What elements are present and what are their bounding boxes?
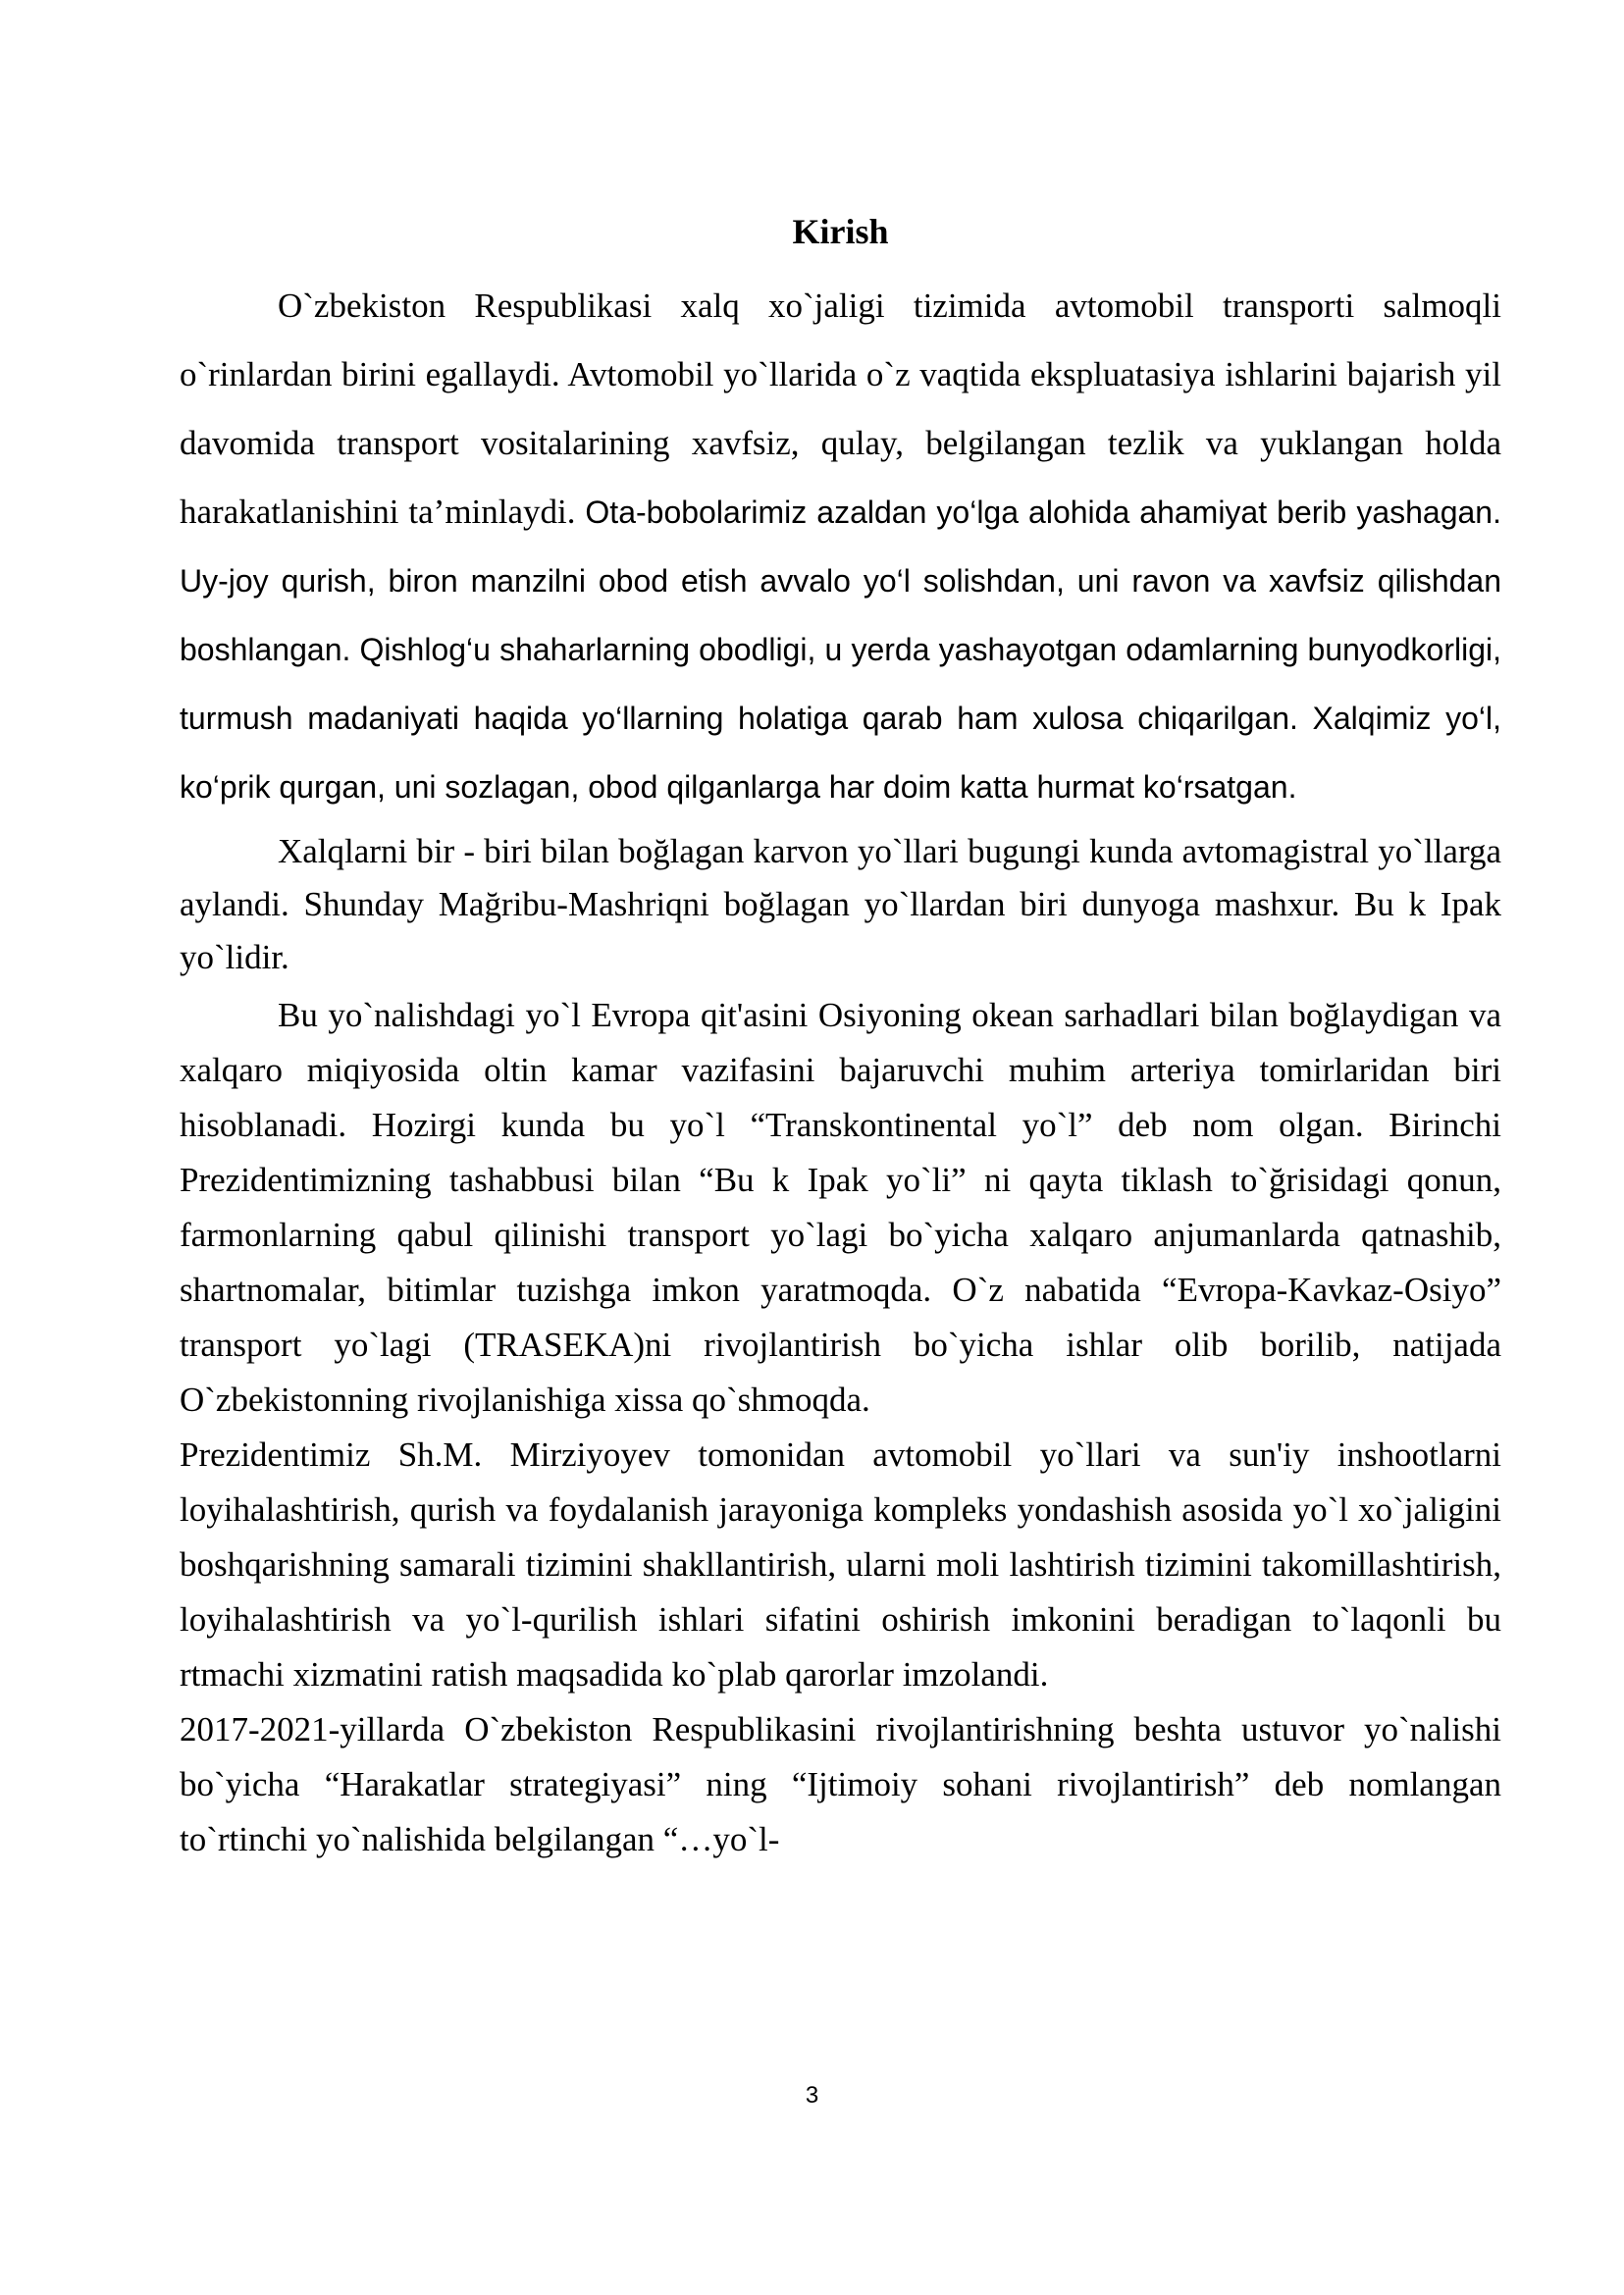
paragraph-1-serif-text: O`zbekiston Respublikasi xalq xo`jaligi tizimida avtomobil transporti salmoqli o`rinlardan birini egallaydi. Avtomobil yo`llarida o`z vaqtida ekspluatasiya ishlarini bajarish yil davomida transport vositalarining xavfsiz, qulay, belgilangan tezlik va yuklangan holda harakatlanishini ta’minlaydi.: [180, 287, 1501, 531]
paragraph-1: [180, 272, 1501, 821]
paragraph-2: Xalqlarni bir - biri bilan boğlagan karvon yo`llari bugungi kunda avtomagistral yo`llarga aylandi. Shunday Mağribu-Mashriqni boğlagan yo`llardan biri dunyoga mashxur. Bu k Ipak yo`lidir.: [180, 832, 1501, 976]
section-title: Kirish: [792, 212, 889, 251]
document-body: [180, 201, 1501, 1867]
paragraph-4: Prezidentimiz Sh.M. Mirziyoyev tomonidan avtomobil yo`llari va sun'iy inshootlarni loyihalashtirish, qurish va foydalanish jarayoniga kompleks yondashish asosida yo`l xo`jaligini boshqarishning samarali tizimini shakllantirish, ularni moli lashtirish tizimini takomillashtirish, loyihalashtirish va yo`l-qurilish ishlari sifatini oshirish imkonini beradigan to`laqonli bu rtmachi xizmatini ratish maqsadida ko`plab qarorlar imzolandi.: [180, 1435, 1501, 1694]
paragraph-1-sans-text: Ota-bobolarimiz azaldan yo‘lga alohida ahamiyat berib yashagan. Uy-joy qurish, biron manzilni obod etish avvalo yo‘l solishdan, uni ravon va xavfsiz qilishdan boshlangan. Qishlog‘u shaharlarning obodligi, u yerda yashayotgan odamlarning bunyodkorligi, turmush madaniyati haqida yo‘llarning holatiga qarab ham xulosa chiqarilgan. Xalqimiz yo‘l, ko‘prik qurgan, uni sozlagan, obod qilganlarga har doim katta hurmat ko‘rsatgan.: [180, 495, 1501, 805]
paragraph-3: Bu yo`nalishdagi yo`l Evropa qit'asini Osiyoning okean sarhadlari bilan boğlaydigan va xalqaro miqiyosida oltin kamar vazifasini bajaruvchi muhim arteriya tomirlaridan biri hisoblanadi. Hozirgi kunda bu yo`l “Transkontinental yo`l” deb nom olgan. Birinchi Prezidentimizning tashabbusi bilan “Bu k Ipak yo`li” ni qayta tiklash to`ğrisidagi qonun, farmonlarning qabul qilinishi transport yo`lagi bo`yicha xalqaro anjumanlarda qatnashib, shartnomalar, bitimlar tuzishga imkon yaratmoqda. O`z nabatida “Evropa-Kavkaz-Osiyo” transport yo`lagi (TRASEKA)ni rivojlantirish bo`yicha ishlar olib borilib, natijada O`zbekistonning rivojlanishiga xissa qo`shmoqda.: [180, 996, 1501, 1419]
paragraph-5: 2017-2021-yillarda O`zbekiston Respublikasini rivojlantirishning beshta ustuvor yo`nalishi bo`yicha “Harakatlar strategiyasi” ning “Ijtimoiy sohani rivojlantirish” deb nomlangan to`rtinchi yo`nalishida belgilangan “…yo`l-: [180, 1710, 1501, 1858]
page-number: 3: [805, 2082, 819, 2109]
